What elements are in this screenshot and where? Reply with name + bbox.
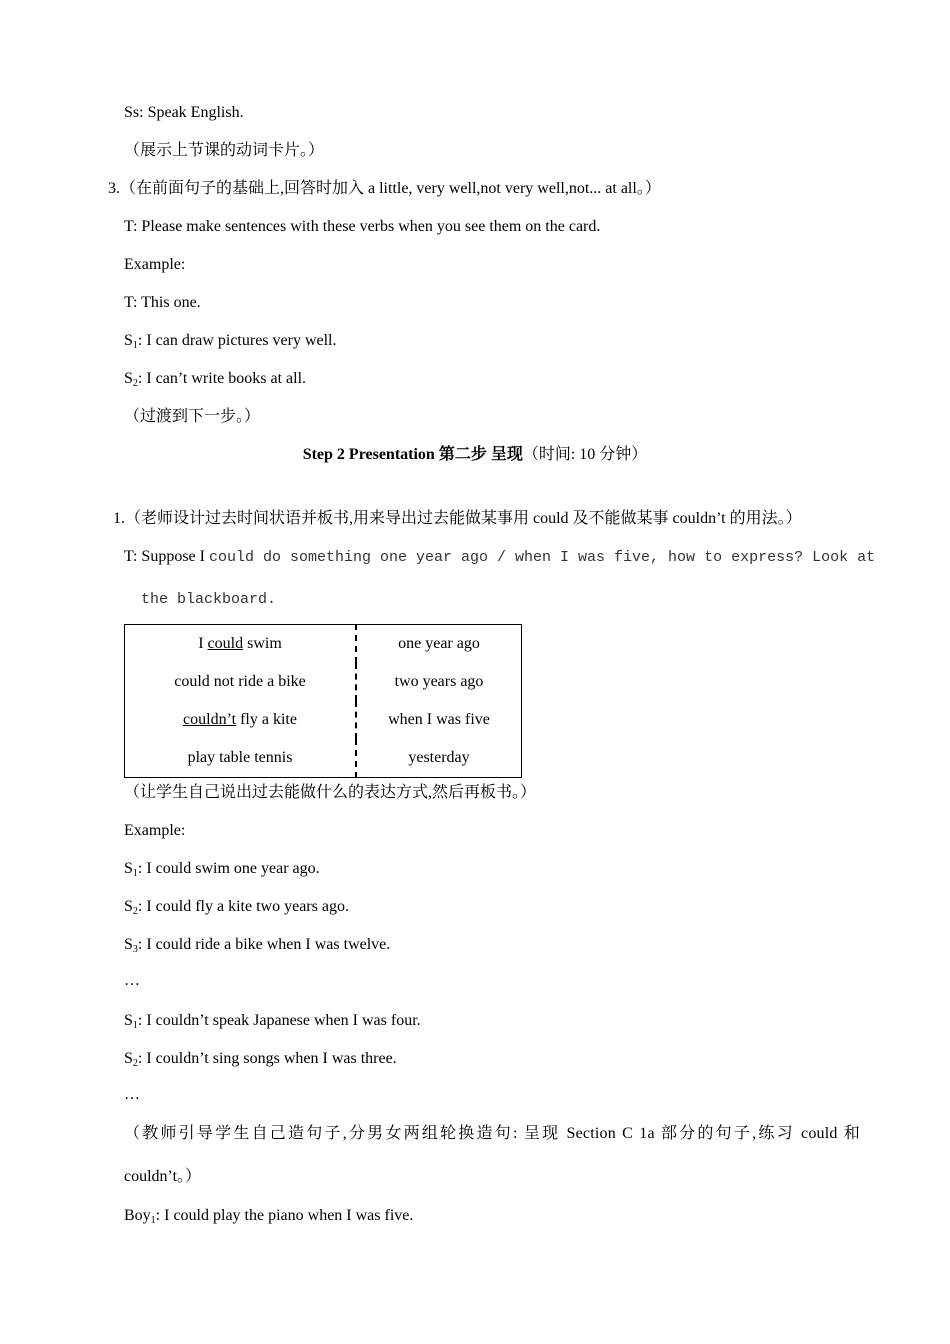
table-row <box>125 663 522 701</box>
text-line: （过渡到下一步。） <box>124 408 261 425</box>
blackboard-table <box>124 624 522 778</box>
table-cell: could not ride a bike <box>125 663 357 701</box>
underlined-word: could <box>207 635 244 652</box>
text-line: $S_2$: I couldn’t sing songs when I was three. <box>124 1050 397 1069</box>
speaker: S <box>124 370 133 387</box>
text-line: （让学生自己说出过去能做什么的表达方式,然后再板书。） <box>124 784 537 801</box>
subscript: 2 <box>132 378 138 389</box>
section-heading <box>0 445 950 465</box>
ellipsis: … <box>124 1086 140 1103</box>
heading-bold: Step 2 Presentation 第二步 呈现 <box>302 446 523 463</box>
table-row <box>125 625 522 664</box>
subscript: 1 <box>132 340 138 351</box>
text-line: Example: <box>124 256 186 273</box>
table-row <box>125 701 522 739</box>
speaker: S <box>124 332 133 349</box>
text-line: （展示上节课的动词卡片。） <box>124 142 325 159</box>
text-line: （教师引导学生自己造句子,分男女两组轮换造句: 呈现 Section C 1a 部分的句子,练习 could 和 <box>124 1125 860 1142</box>
text-line: T: This one. <box>124 294 201 311</box>
table-cell: I could swim <box>125 625 357 664</box>
text-line: $S_3$: I could ride a bike when I was twelve. <box>124 936 391 955</box>
text-line: Boy$_1$: I could play the piano when I was five. <box>124 1207 414 1226</box>
table-cell: yesterday <box>408 749 470 766</box>
table-cell: when I was five <box>388 711 490 728</box>
table-cell: two years ago <box>394 673 484 690</box>
table-cell: couldn’t fly a kite <box>125 701 357 739</box>
text-line: Example: <box>124 822 186 839</box>
table-cell: play table tennis <box>125 739 357 778</box>
text-line: $S_2$: I could fly a kite two years ago. <box>124 898 349 917</box>
text-line: T: Please make sentences with these verbs when you see them on the card. <box>124 218 601 235</box>
text-line: $S_1$: I could swim one year ago. <box>124 860 320 879</box>
ellipsis: … <box>124 972 140 989</box>
text-run-mono: could do something one year ago / when I was five, how to express? Look at <box>208 549 876 566</box>
text-line <box>124 547 875 568</box>
text-run: T: Suppose I <box>124 548 209 565</box>
text-line: the blackboard. <box>141 591 277 608</box>
sentence: : I can draw pictures very well. <box>137 332 337 349</box>
text-line: 3.（在前面句子的基础上,回答时加入 a little, very well,not very well,not... at all。） <box>108 180 661 197</box>
text-line: $S_1$: I couldn’t speak Japanese when I was four. <box>124 1012 421 1031</box>
heading-time: （时间: 10 分钟） <box>522 446 648 463</box>
text-line <box>124 331 337 351</box>
table-cell: one year ago <box>398 635 480 652</box>
sentence: : I can’t write books at all. <box>137 370 307 387</box>
underlined-word: couldn’t <box>183 711 237 728</box>
text-line <box>124 369 306 389</box>
table-row <box>125 739 522 778</box>
text-line: 1.（老师设计过去时间状语并板书,用来导出过去能做某事用 could 及不能做某事 couldn’t 的用法。） <box>113 510 802 527</box>
text-line: couldn’t。） <box>124 1168 202 1185</box>
text-line: Ss: Speak English. <box>124 104 244 121</box>
